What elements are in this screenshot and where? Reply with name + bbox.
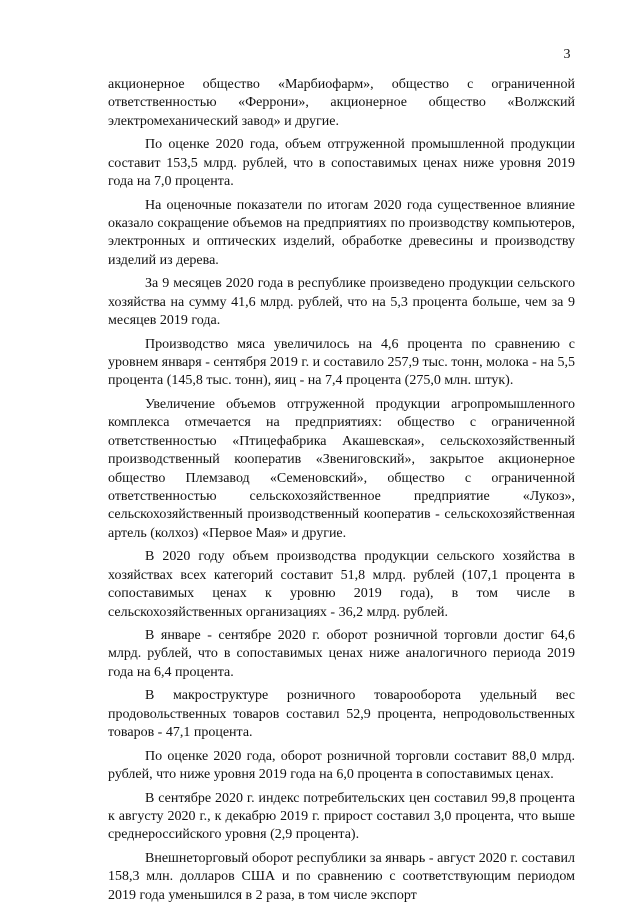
- paragraph-agriculture-9-months: За 9 месяцев 2020 года в республике произведено продукции сельского хозяйства на сумму 41,6 млрд. рублей, что на 5,3 процента больше, чем за 9 месяцев 2019 года.: [108, 276, 575, 329]
- paragraph-foreign-trade: Внешнеторговый оборот республики за январь - август 2020 г. составил 158,3 млн. долларов США и по сравнению с соответствующим периодом 2019 года уменьшился в 2 раза, в том числе экспорт: [108, 850, 575, 903]
- paragraph-industrial-decline-factors: На оценочные показатели по итогам 2020 года существенное влияние оказало сокращение объемов на предприятиях по производству компьютеров, электронных и оптических изделий, обработке древесины и производству изделий из дерева.: [108, 197, 575, 268]
- paragraph-industrial-output-estimate: По оценке 2020 года, объем отгруженной промышленной продукции составит 153,5 млрд. рублей, что в сопоставимых ценах ниже уровня 2019 года на 7,0 процента.: [108, 137, 575, 190]
- document-body: [108, 76, 575, 910]
- paragraph-retail-structure: В макроструктуре розничного товарооборота удельный вес продовольственных товаров составил 52,9 процента, непродовольственных товаров - 47,1 процента.: [108, 688, 575, 741]
- page-number: 3: [563, 47, 571, 62]
- paragraph-agro-enterprises: Увеличение объемов отгруженной продукции агропромышленного комплекса отмечается на предприятиях: общество с ограниченной ответственностью «Птицефабрика Акашевская», сельскохозяйственный производственный кооператив «Звениговский», закрытое акционерное общество Племзавод «Семеновский», общество с ограниченной ответственностью сельскохозяйственное предприятие «Лукоз», сельскохозяйственный производственный кооператив - сельскохозяйственная артель (колхоз) «Первое Мая» и другие.: [108, 396, 575, 541]
- paragraph-retail-turnover: В январе - сентябре 2020 г. оборот розничной торговли достиг 64,6 млрд. рублей, что в сопоставимых ценах ниже аналогичного периода 2019 года на 6,4 процента.: [108, 628, 575, 680]
- paragraph-retail-2020-estimate: По оценке 2020 года, оборот розничной торговли составит 88,0 млрд. рублей, что ниже уровня 2019 года на 6,0 процента в сопоставимых ценах.: [108, 748, 575, 783]
- paragraph-companies-continued: акционерное общество «Марбиофарм», общество с ограниченной ответственностью «Феррони», акционерное общество «Волжский электромеханический завод» и другие.: [108, 77, 575, 129]
- paragraph-meat-milk-eggs: Производство мяса увеличилось на 4,6 процента по сравнению с уровнем января - сентября 2019 г. и составило 257,9 тыс. тонн, молока - на 5,5 процента (145,8 тыс. тонн), яиц - на 7,4 процента (275,0 млн. штук).: [108, 336, 575, 389]
- paragraph-agriculture-2020-estimate: В 2020 году объем производства продукции сельского хозяйства в хозяйствах всех категорий составит 51,8 млрд. рублей (107,1 процента в сопоставимых ценах к уровню 2019 года), в том числе в сельскохозяйственных организациях - 36,2 млрд. рублей.: [108, 549, 575, 620]
- paragraph-consumer-price-index: В сентябре 2020 г. индекс потребительских цен составил 99,8 процента к августу 2020 г., к декабрю 2019 г. прирост составил 3,0 процента, что выше среднероссийского уровня (2,9 процента).: [108, 790, 575, 843]
